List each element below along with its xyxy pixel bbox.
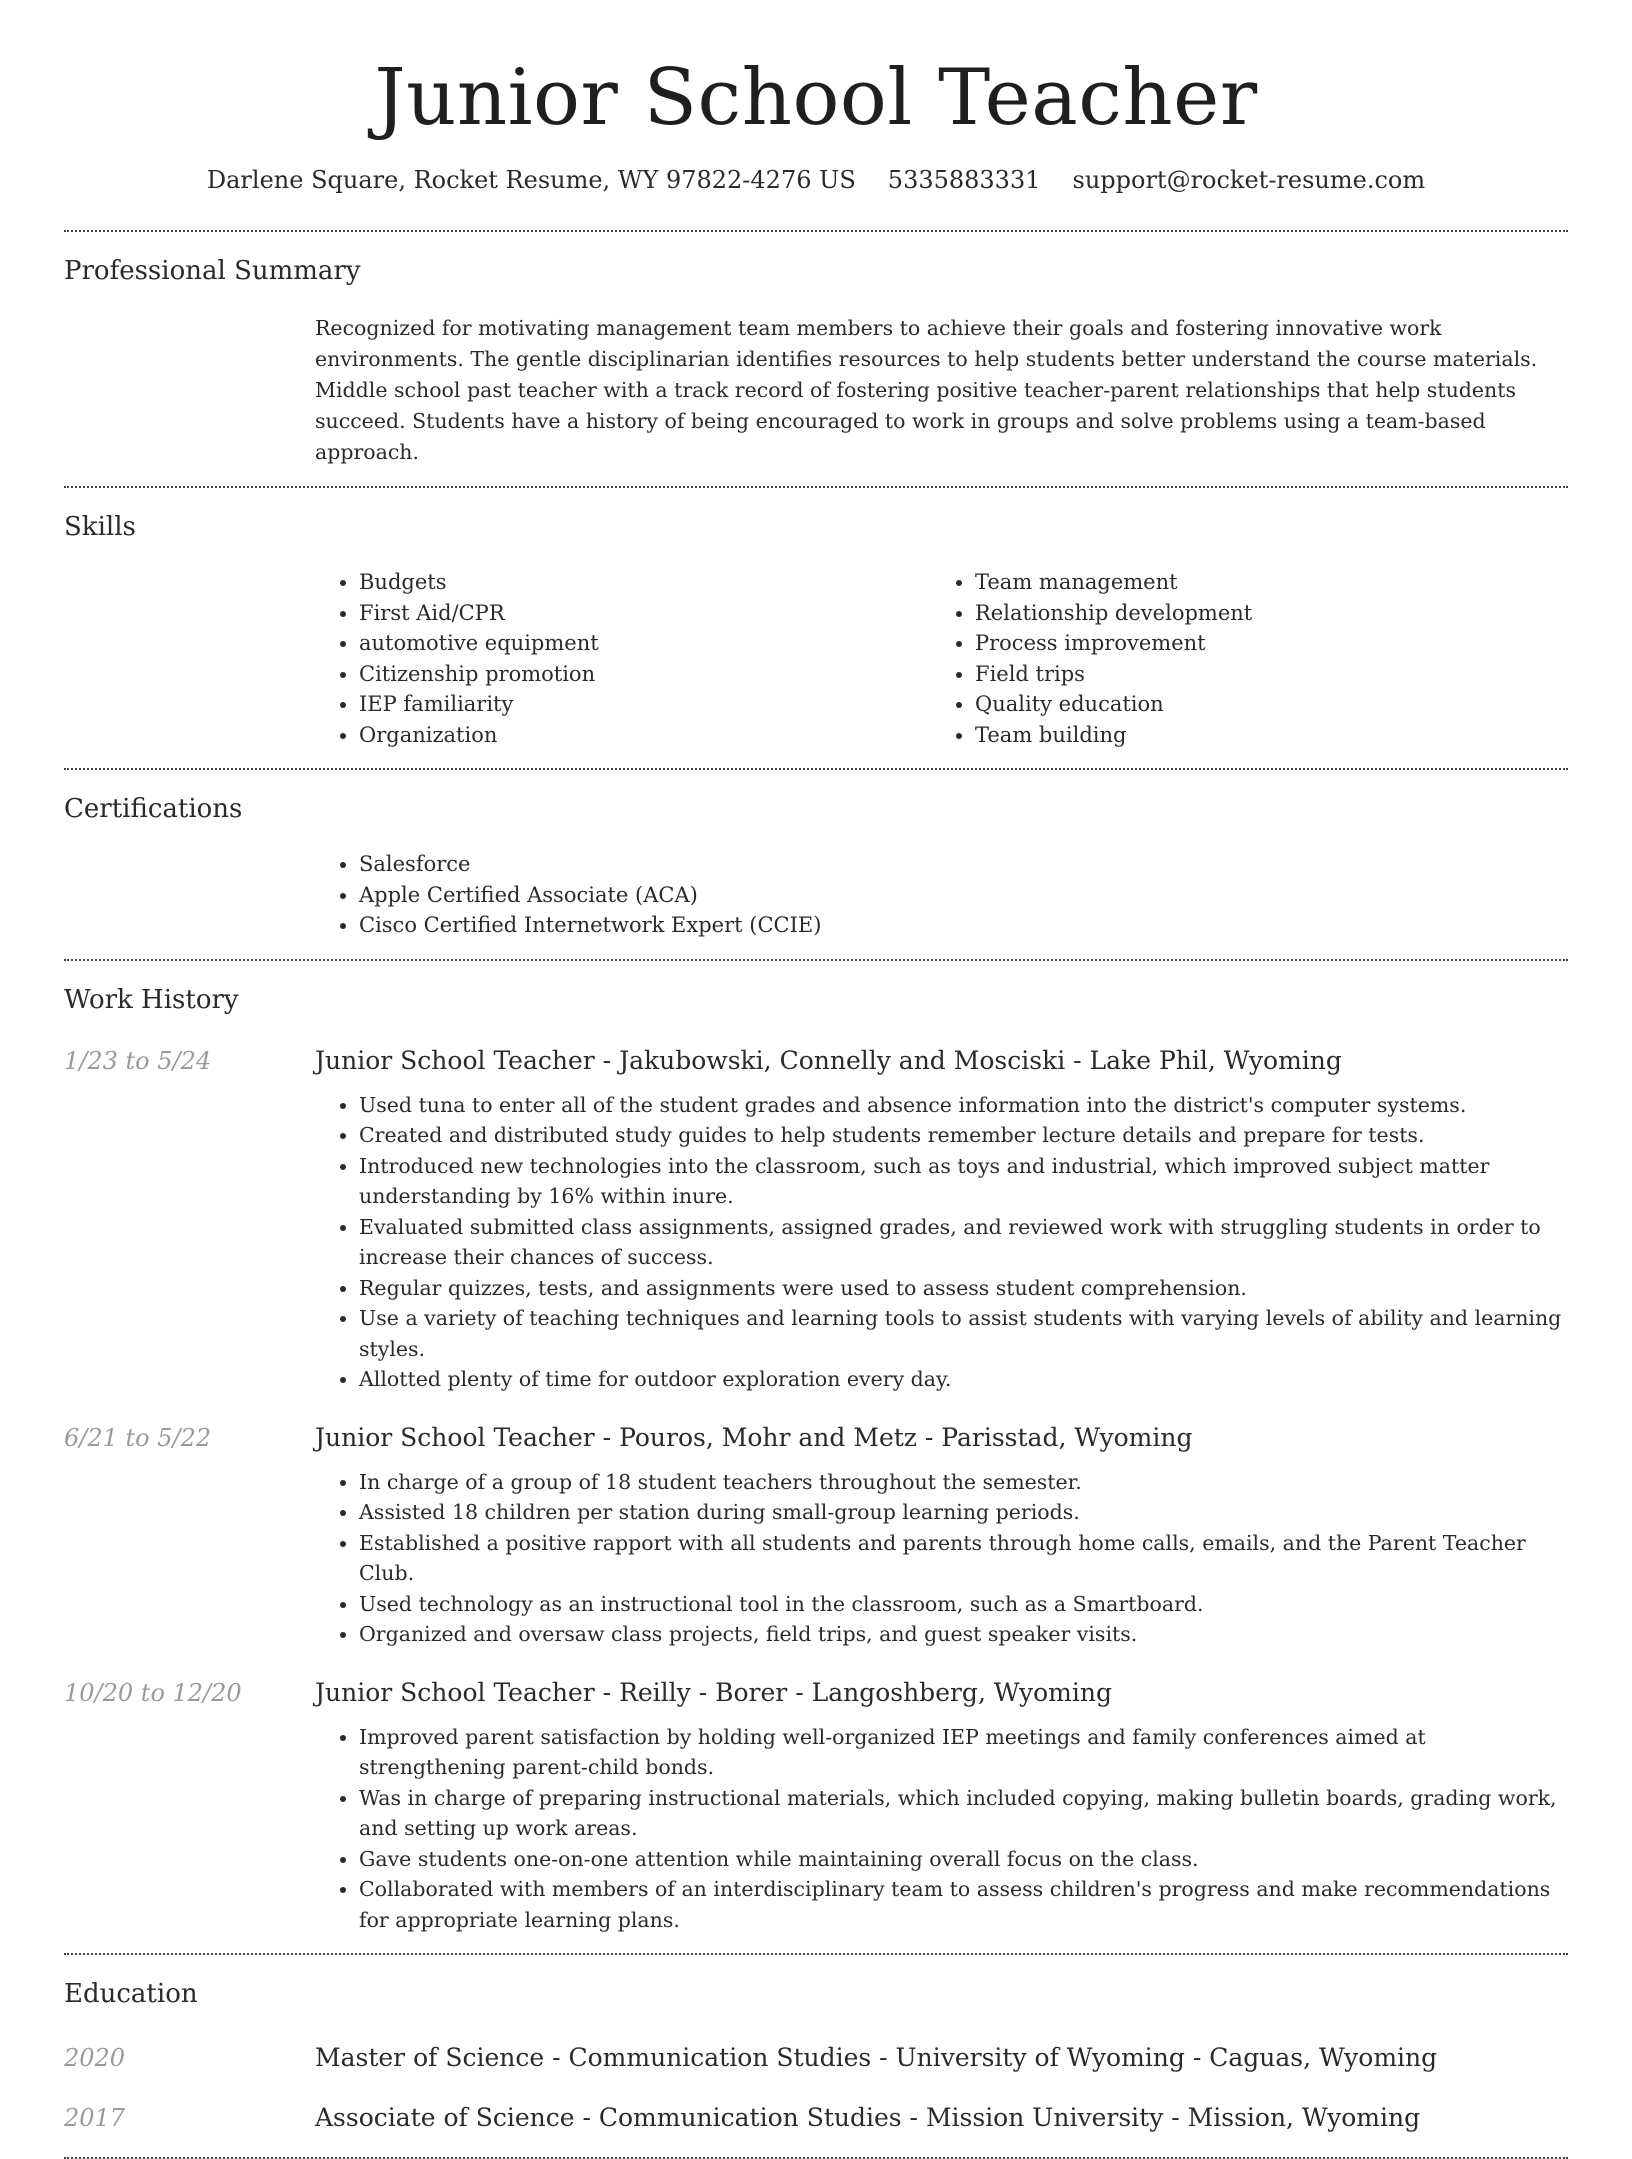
job-bullets — [64, 1467, 1568, 1650]
job-dates: 6/21 to 5/22 — [64, 1423, 212, 1452]
list-item: • automotive equipment — [359, 628, 931, 659]
list-item: • In charge of a group of 18 student teachers throughout the semester. — [359, 1467, 1568, 1498]
section-divider — [64, 2157, 1568, 2159]
certifications-title: Certifications — [64, 794, 243, 825]
work-history-section — [64, 961, 1568, 1954]
list-item: • Team building — [975, 720, 1568, 751]
skills-section — [64, 488, 1568, 768]
list-item: • Improved parent satisfaction by holding well-organized IEP meetings and family conferences aimed at strengthening parent-child bonds. — [359, 1722, 1568, 1783]
list-item: • Salesforce — [359, 849, 1568, 880]
list-item: • Collaborated with members of an interdisciplinary team to assess children's progress and make recommendations for appropriate learning plans. — [359, 1874, 1568, 1935]
education-title: Education — [64, 1979, 198, 2010]
list-item: • Used tuna to enter all of the student grades and absence information into the district's computer systems. — [359, 1090, 1568, 1121]
list-item: • Allotted plenty of time for outdoor exploration every day. — [359, 1364, 1568, 1395]
list-item: • Team management — [975, 567, 1568, 598]
job-entry — [64, 1421, 1568, 1650]
education-degree: Master of Science - Communication Studies - University of Wyoming - Caguas, Wyoming — [315, 2042, 1438, 2072]
list-item: • Organization — [359, 720, 931, 751]
list-item: • Cisco Certified Internetwork Expert (CCIE) — [359, 910, 1568, 941]
job-heading: Junior School Teacher - Jakubowski, Connelly and Mosciski - Lake Phil, Wyoming — [315, 1045, 1342, 1075]
contact-phone: 5335883331 — [887, 165, 1041, 194]
skills-title: Skills — [64, 511, 136, 542]
job-heading: Junior School Teacher - Pouros, Mohr and Metz - Parisstad, Wyoming — [315, 1422, 1193, 1452]
education-year: 2020 — [64, 2043, 126, 2072]
certifications-list — [315, 849, 1568, 941]
skills-list-right — [931, 567, 1568, 750]
education-entry — [64, 2041, 1568, 2075]
list-item: • Used technology as an instructional tool in the classroom, such as a Smartboard. — [359, 1589, 1568, 1620]
list-item: • Evaluated submitted class assignments, assigned grades, and reviewed work with struggling students in order to increase their chances of success. — [359, 1212, 1568, 1273]
work-history-title: Work History — [64, 984, 239, 1015]
summary-text: Recognized for motivating management team members to achieve their goals and fostering innovative work environments. The gentle disciplinarian identifies resources to help students better understand the course materials. Middle school past teacher with a track record of fostering positive teacher-parent relationships that help students succeed. Students have a history of being encouraged to work in groups and solve problems using a team-based approach. — [315, 315, 1538, 464]
contact-line — [64, 166, 1568, 194]
list-item: • Organized and oversaw class projects, field trips, and guest speaker visits. — [359, 1619, 1568, 1650]
job-heading: Junior School Teacher - Reilly - Borer - Langoshberg, Wyoming — [315, 1677, 1112, 1707]
job-bullets — [64, 1722, 1568, 1936]
list-item: • Budgets — [359, 567, 931, 598]
education-entry — [64, 2101, 1568, 2135]
list-item: • Established a positive rapport with all students and parents through home calls, emails, and the Parent Teacher Club. — [359, 1528, 1568, 1589]
list-item: • Use a variety of teaching techniques and learning tools to assist students with varying levels of ability and learning styles. — [359, 1303, 1568, 1364]
list-item: • Introduced new technologies into the classroom, such as toys and industrial, which improved subject matter understanding by 16% within inure. — [359, 1151, 1568, 1212]
job-entry — [64, 1676, 1568, 1936]
list-item: • Created and distributed study guides to help students remember lecture details and prepare for tests. — [359, 1120, 1568, 1151]
list-item: • First Aid/CPR — [359, 598, 931, 629]
summary-title: Professional Summary — [64, 255, 361, 286]
skills-list-left — [315, 567, 931, 750]
list-item: • Relationship development — [975, 598, 1568, 629]
contact-email: support@rocket-resume.com — [1072, 165, 1426, 194]
list-item: • Process improvement — [975, 628, 1568, 659]
list-item: • IEP familiarity — [359, 689, 931, 720]
job-entry — [64, 1044, 1568, 1395]
skills-grid — [315, 567, 1568, 750]
summary-section — [64, 232, 1568, 486]
list-item: • Regular quizzes, tests, and assignments were used to assess student comprehension. — [359, 1273, 1568, 1304]
list-item: • Assisted 18 children per station during small-group learning periods. — [359, 1497, 1568, 1528]
job-dates: 1/23 to 5/24 — [64, 1046, 212, 1075]
list-item: • Apple Certified Associate (ACA) — [359, 880, 1568, 911]
list-item: • Citizenship promotion — [359, 659, 931, 690]
candidate-name: Junior School Teacher — [374, 53, 1258, 143]
contact-address: Darlene Square, Rocket Resume, WY 97822-4276 US — [206, 165, 856, 194]
certifications-section — [64, 770, 1568, 959]
list-item: • Quality education — [975, 689, 1568, 720]
list-item: • Field trips — [975, 659, 1568, 690]
education-year: 2017 — [64, 2103, 126, 2132]
resume-header — [64, 0, 1568, 194]
list-item: • Gave students one-on-one attention while maintaining overall focus on the class. — [359, 1844, 1568, 1875]
job-bullets — [64, 1090, 1568, 1395]
job-dates: 10/20 to 12/20 — [64, 1678, 242, 1707]
list-item: • Was in charge of preparing instructional materials, which included copying, making bulletin boards, grading work, and setting up work areas. — [359, 1783, 1568, 1844]
education-degree: Associate of Science - Communication Studies - Mission University - Mission, Wyoming — [315, 2102, 1421, 2132]
education-section — [64, 1955, 1568, 2156]
